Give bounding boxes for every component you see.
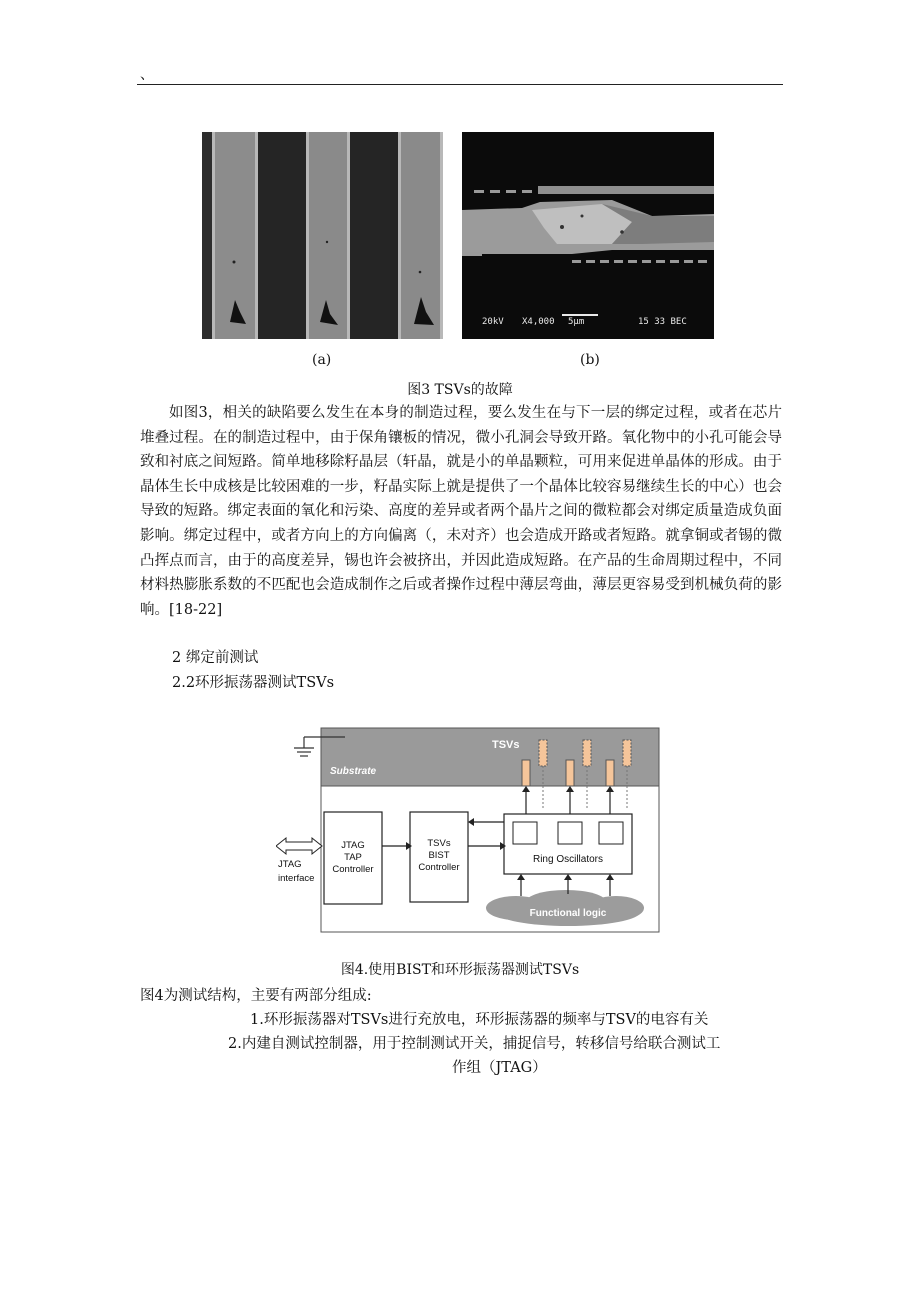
section-heading-1: 2 绑定前测试 xyxy=(172,650,259,666)
tsvs-label: TSVs xyxy=(492,739,520,751)
figure3a-sem-image xyxy=(202,132,443,339)
figure3a-label: (a) xyxy=(312,352,332,368)
bist-label: TSVs BIST Controller xyxy=(418,838,460,873)
header-mark: 、 xyxy=(140,67,154,83)
figure3-title: 图3 TSVs的故障 xyxy=(407,382,513,398)
list-intro: 图4为测试结构，主要有两部分组成: xyxy=(140,988,372,1004)
substrate-label: Substrate xyxy=(330,766,377,777)
figure3b-label: (b) xyxy=(580,352,600,368)
functional-logic-label: Functional logic xyxy=(529,908,607,919)
jtag-tap-label: JTAG TAP Controller xyxy=(332,840,374,875)
double-arrow-icon xyxy=(276,838,322,854)
header-rule xyxy=(137,84,783,85)
figure4-diagram xyxy=(276,726,662,938)
figure4-title: 图4.使用BIST和环形振荡器测试TSVs xyxy=(340,962,580,978)
ring-osc-label: Ring Oscillators xyxy=(532,854,604,865)
jtag-interface-label: JTAG interface xyxy=(278,859,315,884)
sem-id: 15 33 BEC xyxy=(638,317,687,327)
sem-kv: 20kV xyxy=(482,317,504,327)
list-item-1: 1.环形振荡器对TSVs进行充放电，环形振荡器的频率与TSV的电容有关 xyxy=(250,1012,709,1028)
body-paragraph: 如图3，相关的缺陷要么发生在本身的制造过程，要么发生在与下一层的绑定过程，或者在芯片堆叠过程。在的制造过程中，由于保角镶板的情况，微小孔洞会导致开路。氧化物中的小孔可能会导致和衬底之间短路。简单地移除籽晶层（轩晶，就是小的单晶颗粒，可用来促进单晶体的形成。由于晶体生长中成核是比较困难的一步，籽晶实际上就是提供了一个晶体比较容易继续生长的中心）也会导致的短路。绑定表面的氧化和污染、高度的差异或者两个晶片之间的微粒都会对绑定质量造成负面影响。绑定过程中，或者方向上的方向偏离（，未对齐）也会造成开路或者短路。就拿铜或者锡的微凸挥点而言，由于的高度差异，锡也许会被挤出，并因此造成短路。在产品的生命周期过程中，不同材料热膨胀系数的不匹配也会造成制作之后或者操作过程中薄层弯曲，薄层更容易受到机械负荷的影响。[18-22] xyxy=(140,405,782,618)
list-item-2: 2.内建自测试控制器，用于控制测试开关，捕捉信号，转移信号给联合测试工 xyxy=(228,1036,721,1052)
figure3b-sem-image xyxy=(462,132,714,339)
sem-scale: 5μm xyxy=(568,317,585,327)
section-heading-2: 2.2环形振荡器测试TSVs xyxy=(172,675,335,691)
list-item-2-continued: 作组（JTAG） xyxy=(452,1060,547,1076)
sem-mag: X4,000 xyxy=(522,317,555,327)
